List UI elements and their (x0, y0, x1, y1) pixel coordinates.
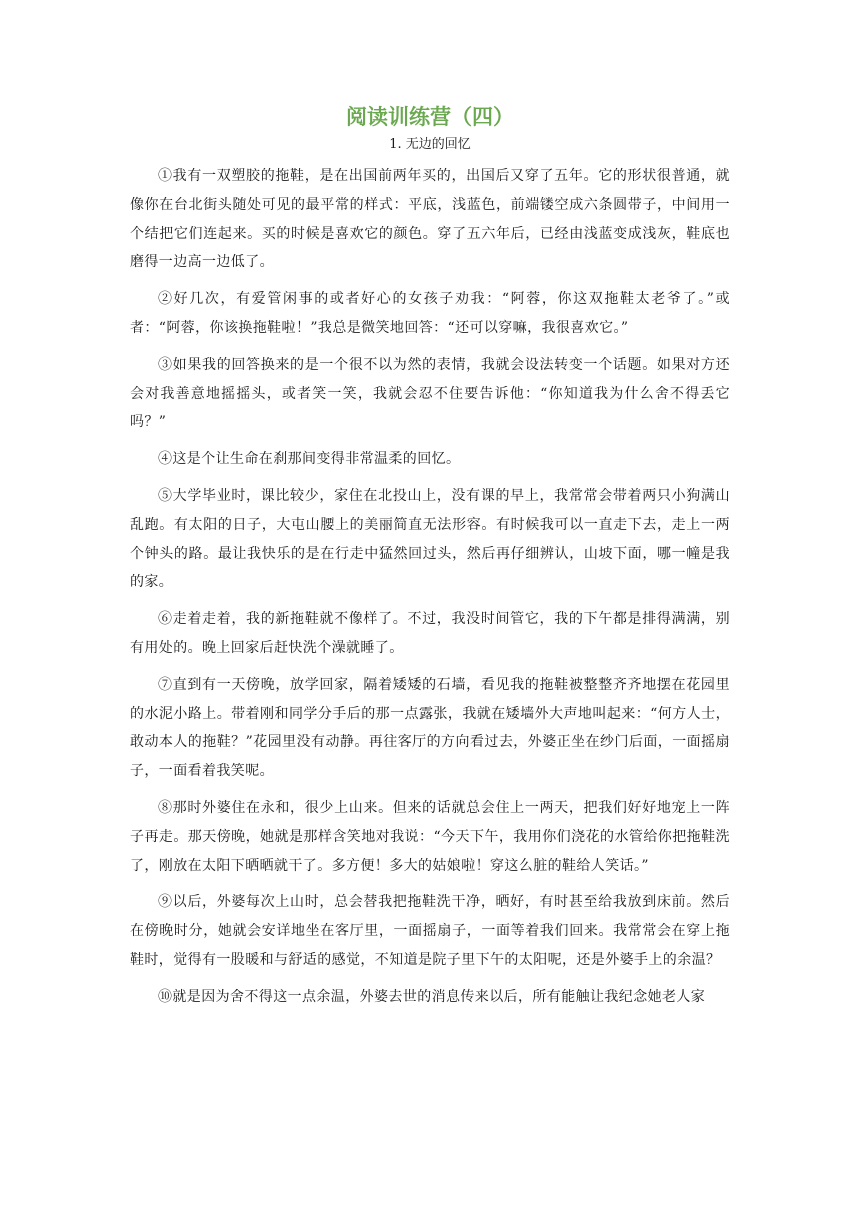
document-title: 阅读训练营（四） (346, 105, 514, 129)
paragraph-8: ⑧那时外婆住在永和，很少上山来。但来的话就总会住上一两天，把我们好好地宠上一阵子再走。那天傍晚，她就是那样含笑地对我说：“今天下午，我用你们浇花的水管给你把拖鞋洗了，刚放在太阳下晒晒就干了。多方便！多大的姑娘啦！穿这么脏的鞋给人笑话。” (130, 799, 730, 874)
paragraph-2: ②好几次，有爱管闲事的或者好心的女孩子劝我：“阿蓉，你这双拖鞋太老爷了。”或者：“阿蓉，你该换拖鞋啦！”我总是微笑地回答：“还可以穿嘛，我很喜欢它。” (130, 291, 730, 336)
paragraph-10: ⑩就是因为舍不得这一点余温，外婆去世的消息传来以后，所有能触让我纪念她老人家 (158, 988, 706, 1005)
document-subtitle: 1. 无边的回忆 (389, 137, 471, 152)
paragraph-1: ①我有一双塑胶的拖鞋，是在出国前两年买的，出国后又穿了五年。它的形状很普通，就像你在台北街头随处可见的最平常的样式：平底，浅蓝色，前端镂空成六条圆带子，中间用一个结把它们连起来。买的时候是喜欢它的颜色。穿了五六年后，已经由浅蓝变成浅灰，鞋底也磨得一边高一边低了。 (130, 168, 730, 271)
paragraph-5: ⑤大学毕业时，课比较少，家住在北投山上，没有课的早上，我常常会带着两只小狗满山乱跑。有太阳的日子，大屯山腰上的美丽简直无法形容。有时候我可以一直走下去，走上一两个钟头的路。最让我快乐的是在行走中猛然回过头，然后再仔细辨认，山坡下面，哪一幢是我的家。 (130, 487, 730, 591)
paragraph-7: ⑦直到有一天傍晚，放学回家，隔着矮矮的石墙，看见我的拖鞋被整整齐齐地摆在花园里的水泥小路上。带着刚和同学分手后的那一点露张，我就在矮墙外大声地叫起来：“何方人士，敢动本人的拖鞋？”花园里没有动静。再往客厅的方向看过去，外婆正坐在纱门后面，一面摇扇子，一面看着我笑呢。 (130, 676, 730, 780)
paragraph-3: ③如果我的回答换来的是一个很不以为然的表情，我就会设法转变一个话题。如果对方还会对我善意地摇摇头，或者笑一笑，我就会忍不住要告诉他：“你知道我为什么舍不得丢它吗？” (130, 356, 730, 431)
paragraph-9: ⑨以后，外婆每次上山时，总会替我把拖鞋洗干净，晒好，有时甚至给我放到床前。然后在傍晚时分，她就会安详地坐在客厅里，一面摇扇子，一面等着我们回来。我常常会在穿上拖鞋时，觉得有一股暖和与舒适的感觉，不知道是院子里下午的太阳呢，还是外婆手上的余温？ (130, 894, 730, 968)
document-page (130, 100, 730, 1020)
paragraph-4: ④这是个让生命在刹那间变得非常温柔的回忆。 (158, 451, 461, 468)
paragraph-6: ⑥走着走着，我的新拖鞋就不像样了。不过，我没时间管它，我的下午都是排得满满，别有用处的。晚上回家后赶快洗个澡就睡了。 (130, 611, 730, 656)
article-body (130, 162, 730, 1012)
